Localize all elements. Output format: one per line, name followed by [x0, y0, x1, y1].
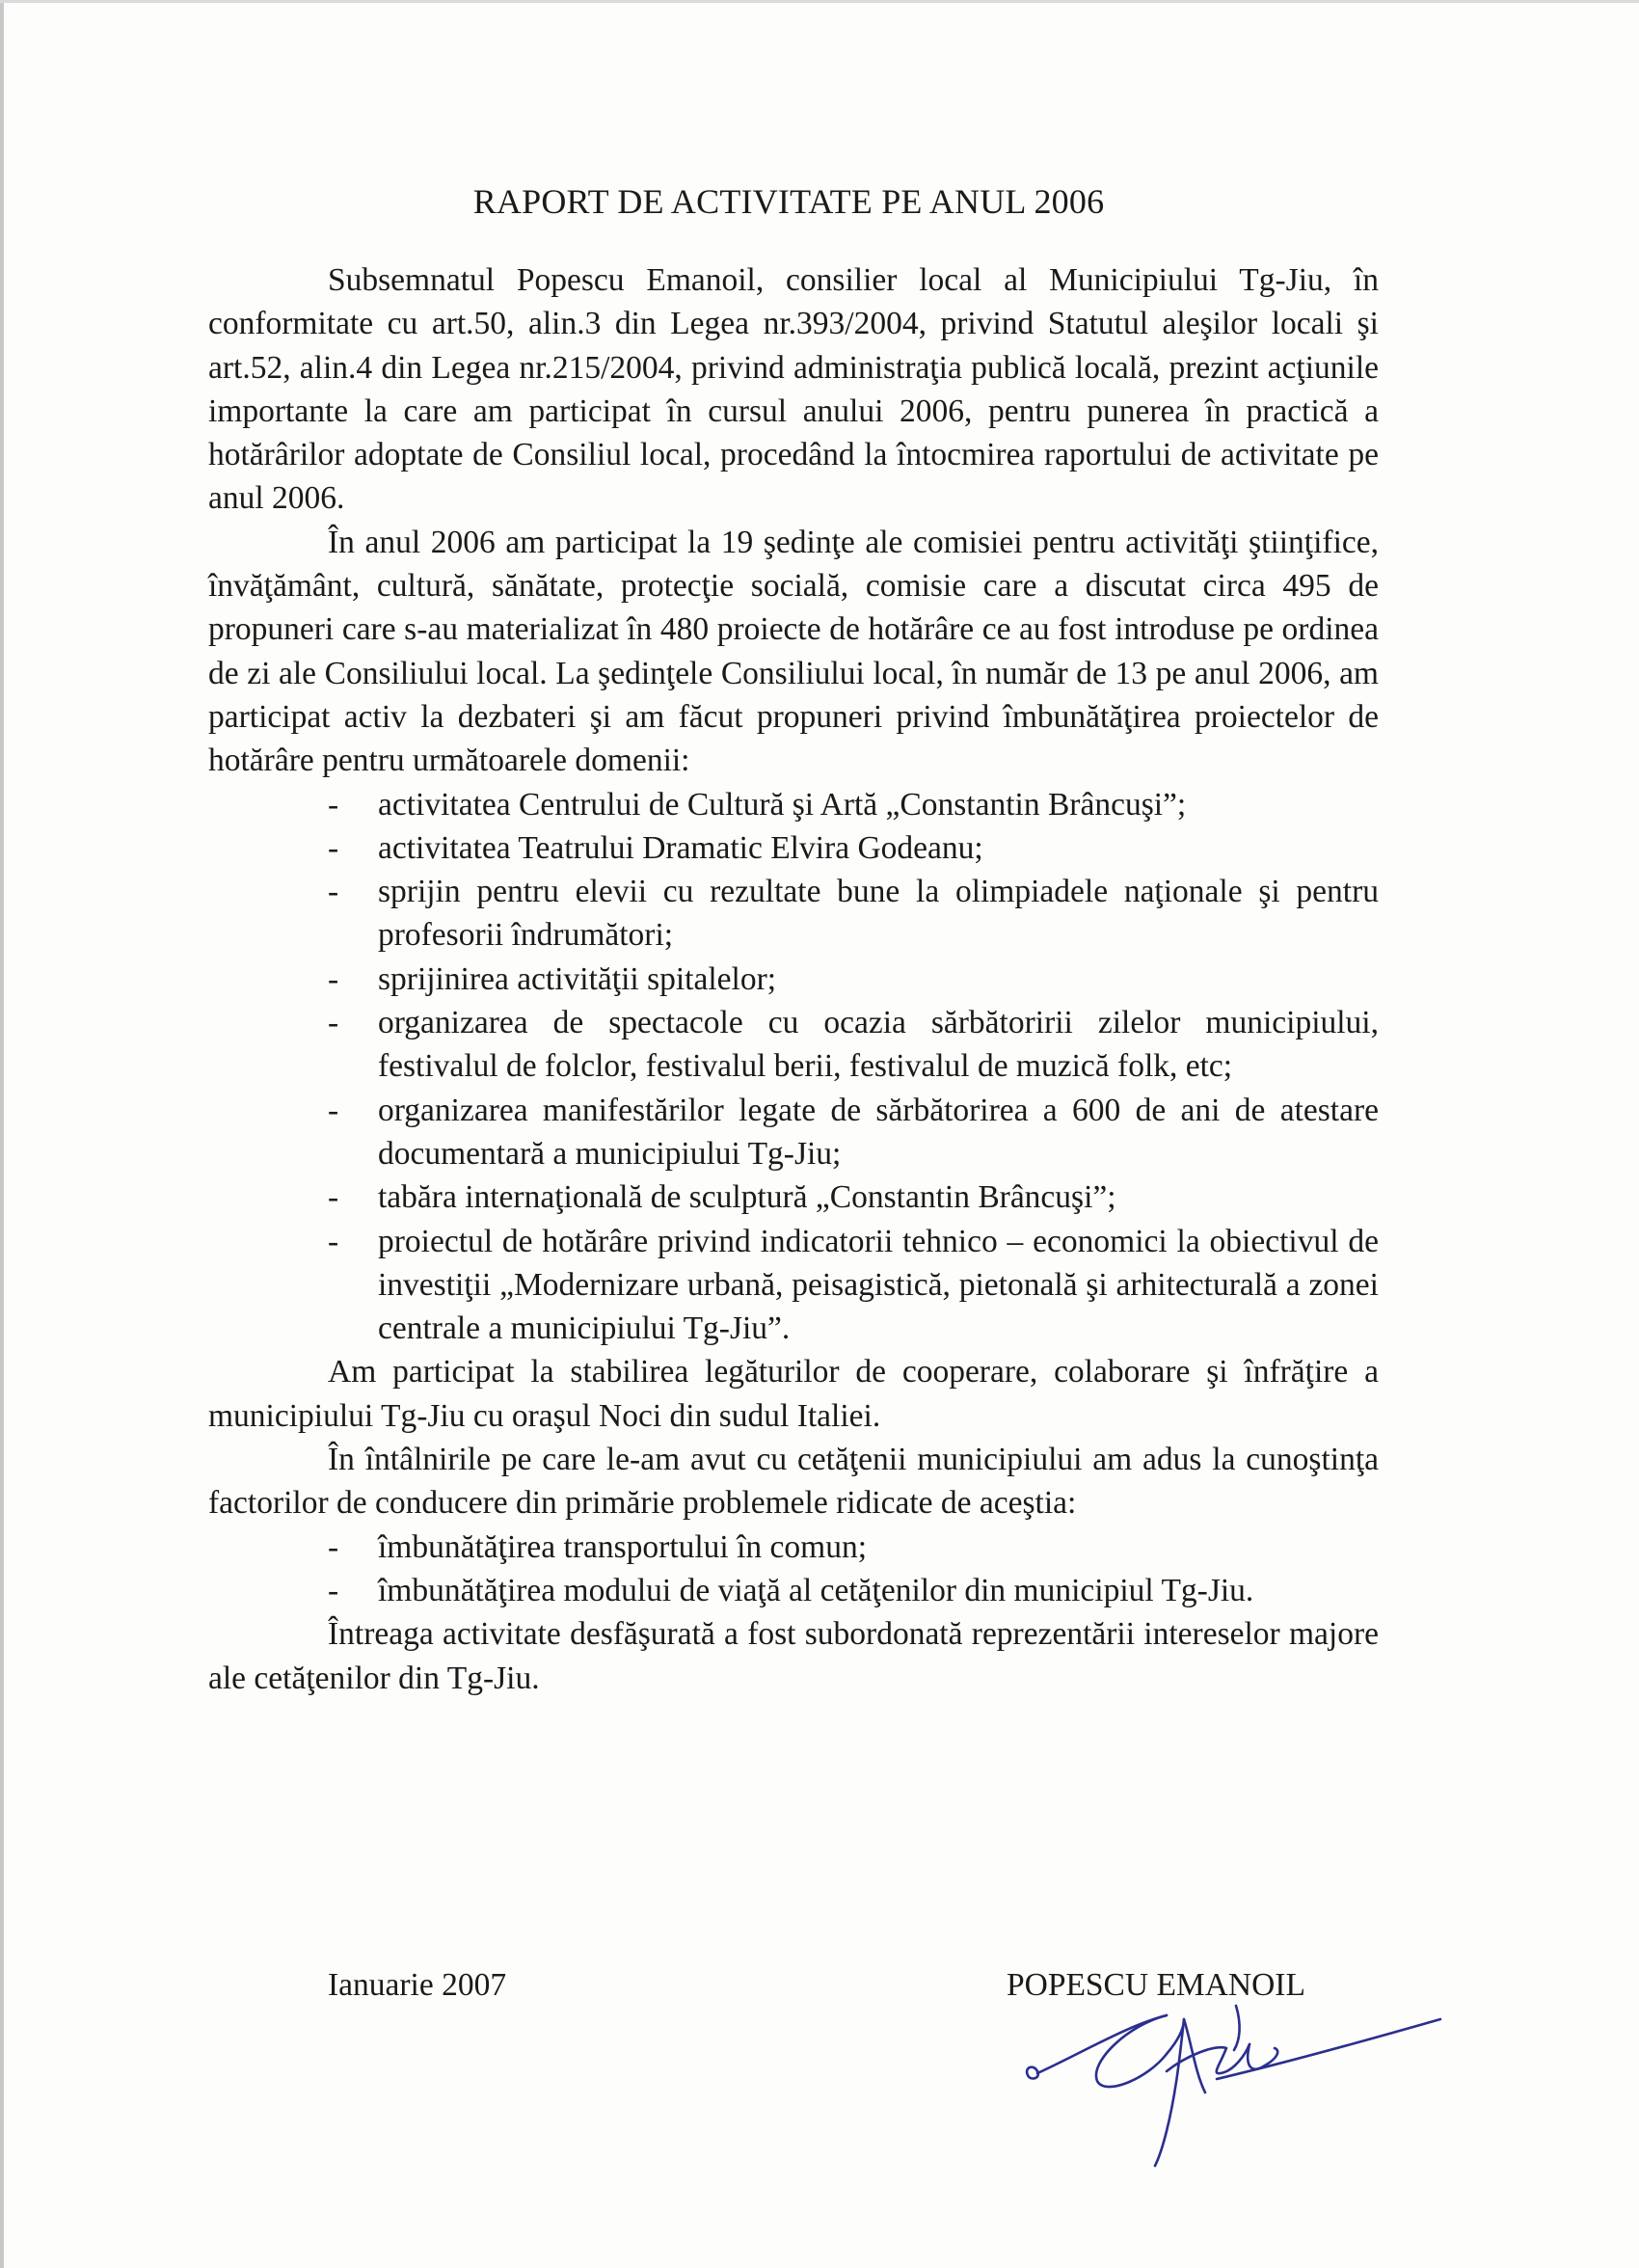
list-dash: - — [328, 1179, 339, 1216]
list-dash: - — [328, 1528, 339, 1565]
domain-item-text: activitatea Centrului de Cultură şi Artă „Constantin Brâncuşi”; — [378, 786, 1187, 823]
domain-item-text: organizarea de spectacole cu ocazia sărbătoririi zilelor municipiului, festivalul de folclor, festivalul berii, festivalul de muzică folk, etc; — [378, 1005, 1379, 1085]
domain-item — [328, 1175, 1379, 1219]
list-dash: - — [328, 960, 339, 997]
domain-item — [328, 783, 1379, 826]
domains-list — [208, 783, 1379, 1351]
list-dash: - — [328, 829, 339, 866]
list-dash: - — [328, 1223, 339, 1259]
list-dash: - — [328, 874, 339, 910]
domain-item-text: organizarea manifestărilor legate de sărbătorirea a 600 de ani de atestare documentară a municipiului Tg-Jiu; — [378, 1092, 1379, 1172]
domain-item — [328, 826, 1379, 870]
domain-item — [328, 1220, 1379, 1351]
issue-item — [328, 1569, 1379, 1612]
domain-item — [328, 870, 1379, 958]
domain-item-text: sprijinirea activităţii spitalelor; — [378, 960, 777, 997]
issue-item-text: îmbunătăţirea transportului în comun; — [378, 1528, 868, 1565]
document-body — [208, 258, 1379, 1700]
citizen-issues-list — [208, 1526, 1379, 1613]
scan-edge-left — [0, 0, 4, 2268]
issue-item — [328, 1526, 1379, 1569]
domain-item-text: sprijin pentru elevii cu rezultate bune la olimpiadele naţionale şi pentru profesorii îndrumători; — [378, 874, 1379, 954]
signature-icon — [1022, 1986, 1446, 2170]
domain-item — [328, 1089, 1379, 1176]
paragraph-intro: Subsemnatul Popescu Emanoil, consilier local al Municipiului Tg-Jiu, în conformitate cu art.50, alin.3 din Legea nr.393/2004, privind Statutul aleşilor locali şi art.52, alin.4 din Legea nr.215/2004, privind administraţia publică locală, prezint acţiunile importante la care am participat în cursul anului 2006, pentru punerea în practică a hotărârilor adoptate de Consiliul local, procedând la întocmirea raportului de activitate pe anul 2006. — [208, 262, 1379, 517]
signer-name: POPESCU EMANOIL — [1007, 1967, 1305, 2003]
domain-item — [328, 1001, 1379, 1089]
report-date: Ianuarie 2007 — [328, 1967, 507, 2003]
issue-item-text: îmbunătăţirea modului de viaţă al cetăţenilor din municipiul Tg-Jiu. — [378, 1572, 1254, 1608]
list-dash: - — [328, 786, 339, 823]
domain-item-text: tabăra internaţională de sculptură „Constantin Brâncuşi”; — [378, 1179, 1116, 1216]
domain-item — [328, 958, 1379, 1001]
paragraph-committee: În anul 2006 am participat la 19 şedinţe ale comisiei pentru activităţi ştiinţifice, învăţământ, cultură, sănătate, protecţie socială, comisie care a discutat circa 495 de propuneri care s-au materializat în 480 proiecte de hotărâre ce au fost introduse pe ordinea de zi ale Consiliului local. La şedinţele Consiliului local, în număr de 13 pe anul 2006, am participat activ la dezbateri şi am făcut propuneri privind îmbunătăţirea proiectelor de hotărâre pentru următoarele domenii: — [208, 524, 1379, 779]
list-dash: - — [328, 1092, 339, 1128]
paragraph-cooperation: Am participat la stabilirea legăturilor de cooperare, colaborare şi înfrăţire a municipiului Tg-Jiu cu oraşul Noci din sudul Italiei. — [208, 1354, 1379, 1434]
list-dash: - — [328, 1572, 339, 1608]
domain-item-text: proiectul de hotărâre privind indicatorii tehnico – economici la obiectivul de investiţii „Modernizare urbană, peisagistică, pietonală şi arhitecturală a zonei centrale a municipiului Tg-Jiu”. — [378, 1223, 1379, 1347]
list-dash: - — [328, 1005, 339, 1041]
scan-edge-top — [0, 0, 1639, 3]
document-title: RAPORT DE ACTIVITATE PE ANUL 2006 — [472, 182, 1105, 221]
paragraph-meetings: În întâlnirile pe care le-am avut cu cetăţenii municipiului am adus la cunoştinţa factorilor de conducere din primărie problemele ridicate de aceştia: — [208, 1442, 1379, 1522]
domain-item-text: activitatea Teatrului Dramatic Elvira Godeanu; — [378, 829, 983, 866]
paragraph-conclusion: Întreaga activitate desfăşurată a fost subordonată reprezentării intereselor majore ale cetăţenilor din Tg-Jiu. — [208, 1616, 1379, 1696]
